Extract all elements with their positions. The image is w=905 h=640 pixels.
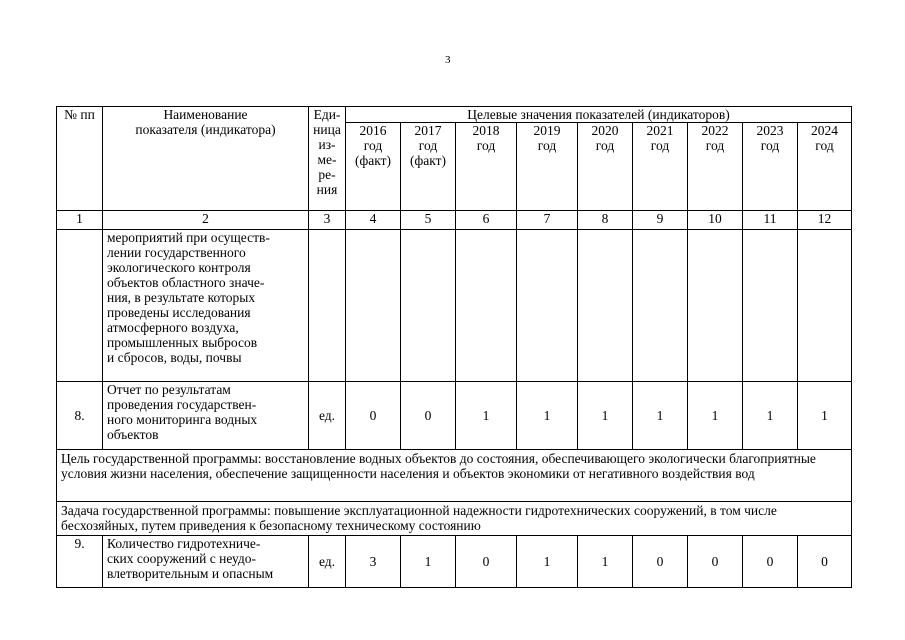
column-number: 10 [688,211,743,230]
column-number: 7 [517,211,578,230]
row-num [57,230,103,382]
row-value: 1 [401,536,456,588]
task-row [57,502,852,536]
row-value: 0 [798,536,852,588]
row-value: 1 [517,536,578,588]
column-number: 9 [633,211,688,230]
row-unit [309,230,346,382]
header-year: 2020 год [578,123,633,211]
row-num: 9. [57,536,103,588]
column-number: 11 [743,211,798,230]
header-num: № пп [57,107,103,211]
row-value [743,230,798,382]
table-row [57,382,852,450]
row-value: 1 [798,382,852,450]
row-name: Отчет по результатам проведения государствен- ного мониторинга водных объектов [103,382,309,450]
header-year: 2022 год [688,123,743,211]
program-goal: Цель государственной программы: восстановление водных объектов до состояния, обеспечивающего экологически благоприятные условия жизни населения, обеспечение защищенности населения и объектов экономики от негативного воздействия вод [57,450,852,502]
row-value: 0 [456,536,517,588]
indicators-table [56,106,852,588]
row-value [517,230,578,382]
column-number: 4 [346,211,401,230]
header-year: 2018 год [456,123,517,211]
program-task: Задача государственной программы: повышение эксплуатационной надежности гидротехнических сооружений, в том числе бесхозяйных, путем приведения к безопасному техническому состоянию [57,502,852,536]
column-number: 8 [578,211,633,230]
header-year: 2024 год [798,123,852,211]
column-number: 1 [57,211,103,230]
table-row [57,536,852,588]
row-value: 0 [633,536,688,588]
header-unit: Еди- ница из- ме- ре- ния [309,107,346,211]
row-value: 3 [346,536,401,588]
row-unit: ед. [309,536,346,588]
column-number: 3 [309,211,346,230]
table-row [57,230,852,382]
row-value: 0 [346,382,401,450]
column-numbers-row [57,211,852,230]
header-year: 2023 год [743,123,798,211]
page-number: 3 [445,54,451,66]
header-year: 2019 год [517,123,578,211]
row-unit: ед. [309,382,346,450]
row-value [346,230,401,382]
row-value: 1 [743,382,798,450]
column-number: 12 [798,211,852,230]
row-value: 1 [456,382,517,450]
row-value: 1 [578,382,633,450]
column-number: 2 [103,211,309,230]
header-name: Наименование показателя (индикатора) [103,107,309,211]
column-number: 5 [401,211,456,230]
row-value: 1 [578,536,633,588]
row-value: 0 [688,536,743,588]
row-value [688,230,743,382]
row-value: 1 [633,382,688,450]
row-value: 0 [743,536,798,588]
row-value: 1 [517,382,578,450]
column-number: 6 [456,211,517,230]
header-target-values: Целевые значения показателей (индикаторов) [346,107,852,123]
goal-row [57,450,852,502]
header-year: 2017 год (факт) [401,123,456,211]
row-name: мероприятий при осуществ- лении государственного экологического контроля объектов областного значе- ния, в результате которых проведены исследования атмосферного воздуха, промышленных выбросов и сбросов, воды, почвы [103,230,309,382]
header-year: 2016 год (факт) [346,123,401,211]
row-value: 1 [688,382,743,450]
row-value [456,230,517,382]
row-name: Количество гидротехниче- ских сооружений с неудо- влетворительным и опасным [103,536,309,588]
row-num: 8. [57,382,103,450]
header-row [57,107,852,123]
row-value [578,230,633,382]
row-value [798,230,852,382]
row-value [401,230,456,382]
row-value [633,230,688,382]
row-value: 0 [401,382,456,450]
header-year: 2021 год [633,123,688,211]
